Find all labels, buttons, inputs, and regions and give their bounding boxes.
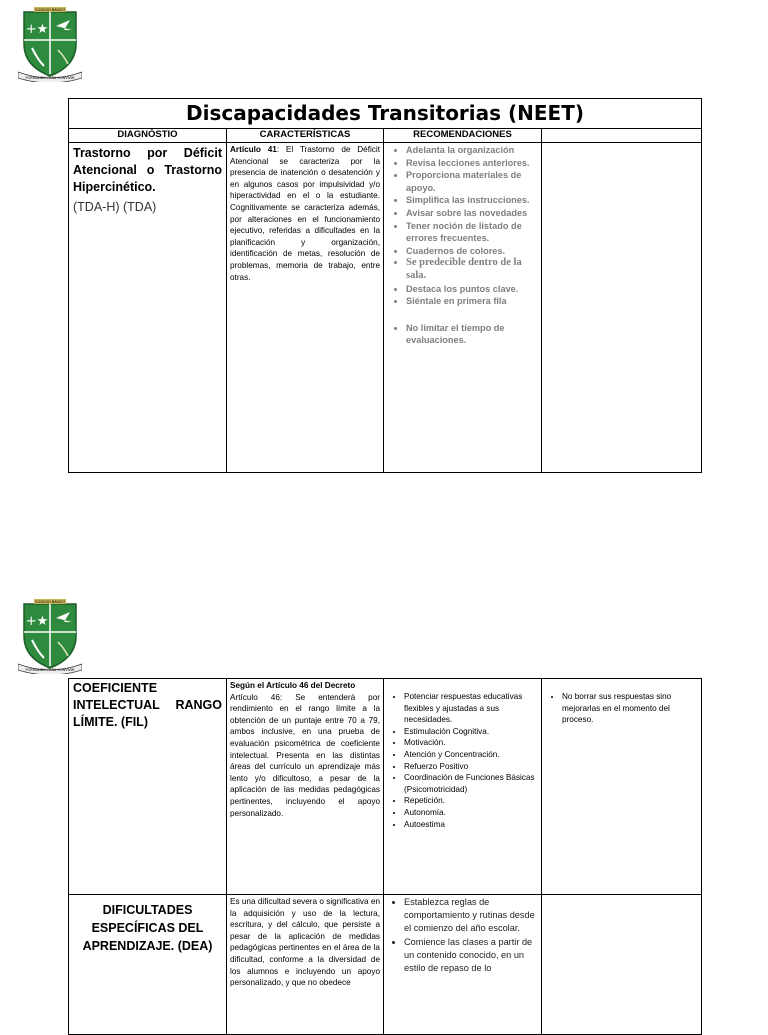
list-item: • Refuerzo Positivo [404, 761, 539, 773]
list-item: • Adelanta la organización [406, 144, 539, 157]
list-item: • Revisa lecciones anteriores. [406, 157, 539, 170]
list-item: • Destaca los puntos clave. [406, 283, 539, 296]
list-item: • Proporciona materiales de apoyo. [406, 169, 539, 194]
recommendations-list [386, 144, 539, 347]
list-item: • Repetición. [404, 795, 539, 807]
svg-text:+★: +★ [25, 614, 49, 629]
characteristics-cell [227, 143, 384, 473]
diagnosis-cell [69, 143, 227, 473]
recommendations-list [386, 896, 539, 975]
list-item: • Coordinación de Funciones Básicas (Psicomotricidad) [404, 772, 539, 795]
header-diagnostico: DIAGNÓSTIO [69, 129, 227, 143]
characteristics-text: Artículo 46: Se entenderá por rendimiento en el rango límite a la obtención de un puntaje entre 70 a 79, ambos inclusive, en una prueba de evaluación psicométrica de coeficiente intelectual. Presenta en las distintas áreas del currículo un aprendizaje más lento y/o dificultoso, a pesar de la aplicación de las medidas pedagógicas pertinentes, incluyendo el apoyo personalizado. [230, 692, 380, 818]
list-item: • Autonomía. [404, 807, 539, 819]
list-item: • No limitar el tiempo de evaluaciones. [406, 322, 539, 347]
list-item: • Autoestima [404, 819, 539, 831]
characteristics-text: : El Trastorno de Déficit Atencional se caracteriza por la presencia de inatención o desatención y en algunos casos por impulsividad y/o hiperactividad en el o la estudiante. Cognitivamente se caracteriza además, por alteraciones en el funcionamiento ejecutivo, referidas a dificultades en la planificación y organización, identificación de metas, resolución de problemas, memoria de trabajo, entre otras. [230, 145, 380, 282]
header-empty [542, 129, 702, 143]
characteristics-fil [227, 679, 384, 895]
recommendations-list [386, 691, 539, 830]
recommendations-cell [384, 143, 542, 473]
svg-text:FORMANDO PARA CONVIVIR: FORMANDO PARA CONVIVIR [25, 668, 75, 672]
list-item: • No borrar sus respuestas sino mejorarlas en el momento del proceso. [562, 691, 699, 726]
fil-dea-table [68, 678, 702, 1035]
list-item: • Comience las clases a partir de un contenido conocido, en un estilo de repaso de lo [404, 936, 539, 976]
extra-fil [542, 679, 702, 895]
list-item: • Avisar sobre las novedades [406, 207, 539, 220]
svg-text:+★: +★ [25, 22, 49, 37]
list-item: • Simplifica las instrucciones. [406, 194, 539, 207]
school-crest-icon [18, 598, 82, 672]
svg-text:FORMANDO PARA CONVIVIR: FORMANDO PARA CONVIVIR [25, 76, 75, 80]
diagnosis-text: Trastorno por Déficit Atencional o Trastorno Hipercinético. [73, 146, 222, 194]
list-item: • Atención y Concentración. [404, 749, 539, 761]
neet-table [68, 98, 702, 473]
list-item: • Motivación. [404, 737, 539, 749]
empty-cell [542, 895, 702, 1035]
extra-list [544, 691, 699, 726]
article-head: Según el Artículo 46 del Decreto [230, 681, 356, 690]
list-item: • Estimulación Cognitiva. [404, 726, 539, 738]
header-recomendaciones: RECOMENDACIONES [384, 129, 542, 143]
list-item: • Tener noción de listado de errores frecuentes. [406, 220, 539, 245]
recommendations-fil [384, 679, 542, 895]
list-item: • Se predecible dentro de la sala. [406, 257, 539, 282]
header-caracteristicas: CARACTERÍSTICAS [227, 129, 384, 143]
diagnosis-fil: COEFICIENTE INTELECTUAL RANGO LÍMITE. (FIL) [69, 679, 227, 895]
characteristics-dea: Es una dificultad severa o significativa en la adquisición y uso de la lectura, escritura, y del cálculo, que persiste a pesar de la aplicación de medidas pedagógicas pertinentes en el área de la dificultad, conforme a la diversidad de los alumnos e incluyendo un apoyo personalizado, y que no obedece [227, 895, 384, 1035]
school-crest-icon [18, 6, 82, 80]
list-item: • Cuadernos de colores. [406, 245, 539, 258]
article-lead: Artículo 41 [230, 145, 277, 154]
table-title: Discapacidades Transitorias (NEET) [69, 99, 702, 129]
empty-cell [542, 143, 702, 473]
svg-text:COLEGIO BÁSICO: COLEGIO BÁSICO [34, 600, 66, 604]
list-item: • Potenciar respuestas educativas flexibles y ajustadas a sus necesidades. [404, 691, 539, 726]
diagnosis-dea: DIFICULTADES ESPECÍFICAS DEL APRENDIZAJE. (DEA) [69, 895, 227, 1035]
list-item: • Establezca reglas de comportamiento y rutinas desde el comienzo del año escolar. [404, 896, 539, 936]
recommendations-dea [384, 895, 542, 1035]
svg-text:COLEGIO BÁSICO: COLEGIO BÁSICO [34, 8, 66, 12]
diagnosis-abbr: (TDA-H) (TDA) [73, 200, 157, 214]
list-item: • Siéntale en primera fila [406, 295, 539, 308]
